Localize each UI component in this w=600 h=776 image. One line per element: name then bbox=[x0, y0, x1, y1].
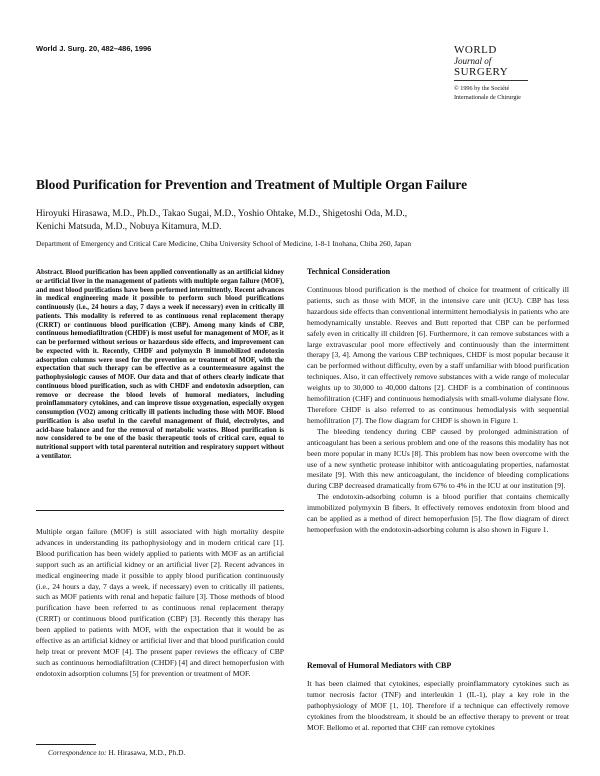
humoral-paragraph-1: It has been claimed that cytokines, especially proinflammatory cytokines such as tumor necrosis factor (TNF) and interleukin 1 (IL-1), play a key role in the pathophysiology of MOF [1, 10]. Therefore if a technique can effectively remove cytokines from the bloodstream, it should be an effective therapy to prevent or treat MOF. Bellomo et al. reported that CHF can remove cytokines bbox=[307, 679, 569, 732]
correspondence-footnote bbox=[48, 748, 185, 757]
abstract: Abstract. Blood purification has been applied conventionally as an artificial kidney or artificial liver in the management of patients with multiple organ failure (MOF), and most blood purifications have been performed intermittently. Recent advances in medical engineering made it possible to perform such blood purifications continuously (i.e., 24 hours a day, 7 days a week if necessary) even in critically ill patients. This modality is referred to as continuous renal replacement therapy (CRRT) or continuous blood purification (CBP). Among many kinds of CBP, continuous hemodiafiltration (CHDF) is most useful for management of MOF, as it can be performed without serious or hazardous side effects, and improvement can be expected with it. Recently, CHDF and polymyxin B immobilized endotoxin adsorption columns were used for the prevention or treatment of MOF, with the expectation that such therapy can be effective as a countermeasure against the pathophysiologic causes of MOF. Our data and that of others clearly indicate that continuous blood purification, such as with CHDF and endotoxin adsorption, can remove or decrease the blood levels of humoral mediators, including proinflammatory cytokines, and can improve tissue oxygenation, especially oxygen consumption (VO2) among critically ill patients including those with MOF. Blood purification is also useful in the careful management of fluid, electrolytes, and acid-base balance and for the removal of metabolic wastes. Blood purification is now considered to be one of the basic therapeutic tools of critical care, equal to nutritional support with total parenteral nutrition and respiratory support without a ventilator. bbox=[36, 268, 284, 460]
logo-surgery-text: SURGERY bbox=[454, 66, 509, 78]
logo-divider bbox=[454, 80, 528, 81]
technical-section bbox=[307, 267, 569, 536]
technical-paragraph-2: The bleeding tendency during CBP caused by prolonged administration of anticoagulant has been a serious problem and one of the reasons this modality has not been more popular in many ICUs [8]. This problem has now been overcome with the use of a new synthetic protease inhibitor with anticoagulating properties, nafamostat mesilate [9]. With this new anticoagulant, the incidence of bleeding complications during CBP decreased dramatically from 67% to 4% in the ICU at our institution [9]. bbox=[307, 426, 569, 491]
logo-journal-of-text: Journal of bbox=[454, 56, 492, 66]
technical-paragraph-1: Continuous blood purification is the method of choice for treatment of critically ill patients, such as those with MOF, in the intensive care unit (ICU). CBP has less hazardous side effects than conventional intermittent hemodialysis in patients who are hemodynamically unstable. Reeves and Butt reported that CBP can be performed safely even in critically ill children [6]. Furthermore, it can remove substances with a large extravascular pool more effectively and continuously than the intermittent therapy [3, 4]. Among the various CBP techniques, CHDF is most popular because it can be performed without difficulty, even by a staff unfamiliar with blood purification techniques. Also, it can effectively remove substances with a wide range of molecular weights up to 30,000 to 40,000 daltons [2]. CHDF is a combination of continuous hemofiltration (CHF) and continuous hemodialysis with small-volume dialysate flow. Therefore CHDF is also referred to as continuous hemodialysis with sequential hemofiltration [7]. The flow diagram for CHDF is shown in Figure 1. bbox=[307, 285, 569, 425]
journal-logo bbox=[454, 44, 570, 102]
technical-heading: Technical Consideration bbox=[307, 267, 391, 276]
footnote-divider bbox=[36, 744, 96, 745]
author-affiliation: Department of Emergency and Critical Care Medicine, Chiba University School of Medicine, 1-8-1 Inohana, Chiba 260, Japan bbox=[36, 239, 412, 248]
abstract-divider bbox=[36, 510, 284, 511]
humoral-section bbox=[307, 661, 569, 734]
authors-line-1: Hiroyuki Hirasawa, M.D., Ph.D., Takao Sugai, M.D., Yoshio Ohtake, M.D., Shigetoshi Oda, M.D., bbox=[36, 209, 408, 219]
journal-citation: World J. Surg. 20, 482–486, 1996 bbox=[36, 44, 152, 53]
author-list bbox=[36, 208, 556, 234]
footnote-text: H. Hirasawa, M.D., Ph.D. bbox=[106, 748, 186, 757]
logo-world-text: WORLD bbox=[454, 44, 497, 56]
footnote-label: Correspondence to: bbox=[48, 748, 107, 757]
technical-paragraph-3: The endotoxin-adsorbing column is a blood purifier that contains chemically immobilized polymyxin B fibers. It effectively removes endotoxin from blood and can be applied as a method of direct hemoperfusion [5]. The flow diagram of direct hemoperfusion with the endotoxin-adsorbing column is also shown in Figure 1. bbox=[307, 492, 569, 534]
authors-line-2: Kenichi Matsuda, M.D., Nobuya Kitamura, M.D. bbox=[36, 222, 222, 232]
technical-body bbox=[307, 285, 569, 536]
article-title: Blood Purification for Prevention and Treatment of Multiple Organ Failure bbox=[36, 177, 468, 192]
introduction-paragraph: Multiple organ failure (MOF) is still associated with high mortality despite advances in understanding its pathophysiology and in modern critical care [1]. Blood purification has been widely applied to patients with MOF as an artificial support such as an artificial kidney or an artificial liver [2]. Recent advances in medical engineering made it possible to apply blood purification continuously (i.e., 24 hours a day, 7 days a week, if necessary) even to critically ill patients, such as MOF patients with renal and hepatic failure [3]. Those methods of blood purification have been referred to as continuous renal replacement therapy (CRRT) or continuous blood purification (CBP) [3]. Recently this therapy has been applied to patients with MOF, with the expectation that it would be as effective as an artificial kidney or artificial liver and that blood purification could help treat or prevent MOF [4]. The present paper reviews the efficacy of CBP such as continuous hemodiafiltration (CHDF) [4] and direct hemoperfusion with endotoxin adsorption columns [5] for prevention or treatment of MOF. bbox=[36, 527, 284, 678]
humoral-heading: Removal of Humoral Mediators with CBP bbox=[307, 661, 452, 670]
humoral-body bbox=[307, 679, 569, 734]
copyright-line-1: © 1996 by the Société bbox=[454, 85, 510, 92]
copyright-line-2: Internationale de Chirurgie bbox=[454, 94, 521, 101]
